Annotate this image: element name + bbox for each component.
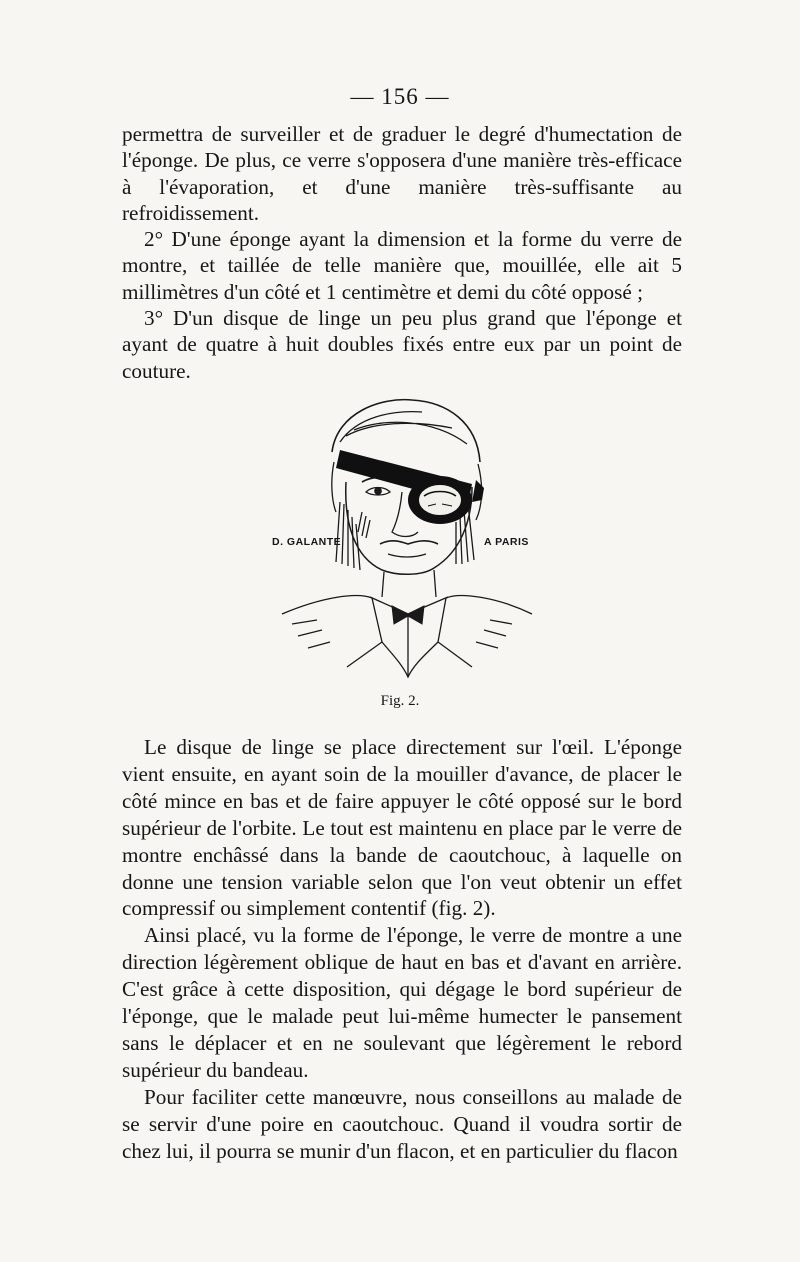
paragraph: Pour faciliter cette manœuvre, nous conseillons au malade de se servir d'une poire en caoutchouc. Quand il voudra sortir de chez lui, il pourra se munir d'un flacon, et en particulier du flacon	[122, 1084, 682, 1163]
city-label: A PARIS	[484, 536, 529, 548]
page-number: — 156 —	[350, 84, 450, 109]
engraver-label: D. GALANTE	[272, 536, 342, 548]
paragraph: 3° D'un disque de linge un peu plus grand que l'éponge et ayant de quatre à huit doubles fixés entre eux par un point de couture.	[122, 306, 682, 383]
bottom-text-block	[122, 734, 682, 1165]
paragraph: 2° D'une éponge ayant la dimension et la forme du verre de montre, et taillée de telle manière que, mouillée, elle ait 5 millimètres d'un côté et 1 centimètre et demi du côté opposé ;	[122, 227, 682, 304]
paragraph: permettra de surveiller et de graduer le degré d'humectation de l'éponge. De plus, ce verre s'opposera d'une manière très-efficace à l'évaporation, et d'une manière très-suffisante au refroidissement.	[122, 122, 682, 225]
paragraph: Le disque de linge se place directement sur l'œil. L'éponge vient ensuite, en ayant soin de la mouiller d'avance, de placer le côté mince en bas et de faire appuyer le côté opposé sur le bord supérieur de l'orbite. Le tout est maintenu en place par le verre de montre enchâssé dans la bande de caoutchouc, à laquelle on donne une tension variable selon que l'on veut obtenir un effet compressif ou simplement contentif (fig. 2).	[122, 735, 682, 921]
figure-caption: Fig. 2.	[380, 693, 420, 709]
paragraph: Ainsi placé, vu la forme de l'éponge, le verre de montre a une direction légèrement oblique de haut en bas et d'avant en arrière. C'est grâce à cette disposition, qui dégage le bord supérieur de l'éponge, que le malade peut lui-même humecter le pansement sans le déplacer et en ne soulevant que légèrement le rebord supérieur du bandeau.	[122, 923, 682, 1082]
top-text-block	[122, 121, 682, 384]
